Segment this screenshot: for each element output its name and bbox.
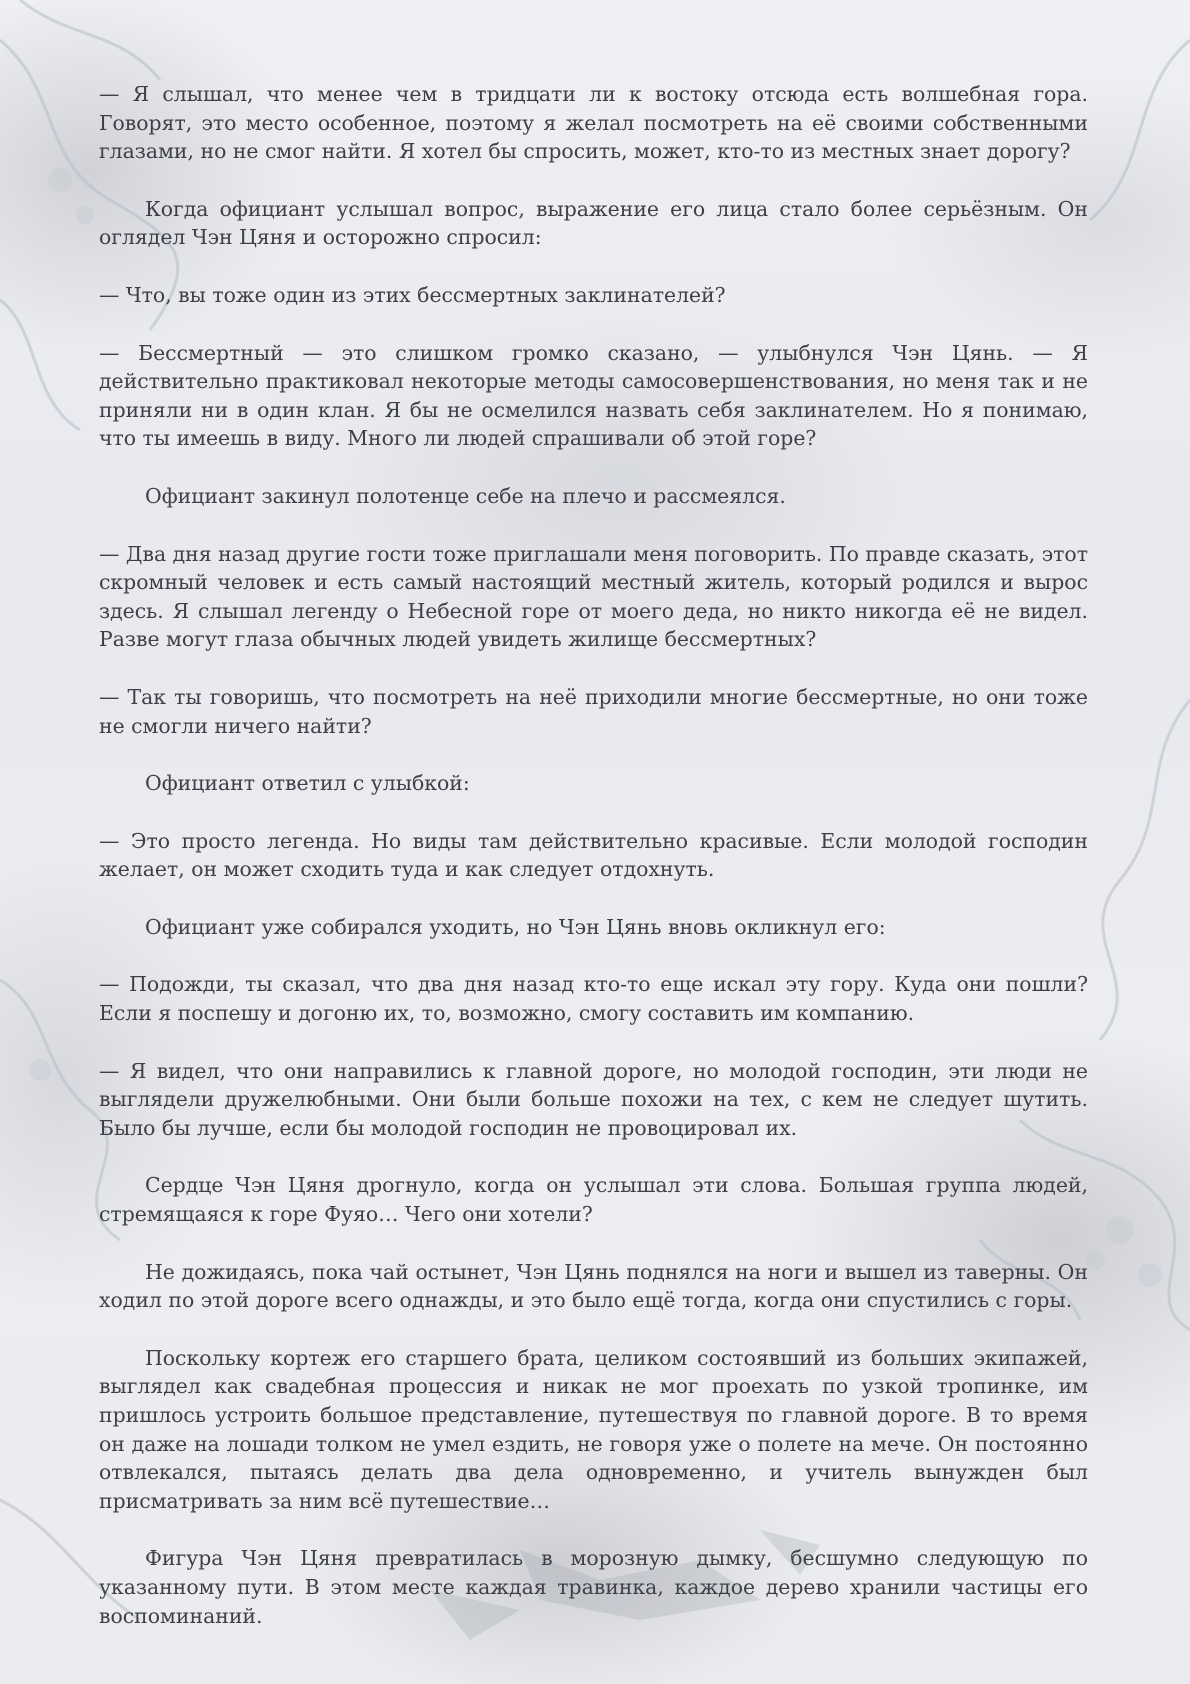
paragraph-narration: Когда официант услышал вопрос, выражение его лица стало более серьёзным. Он оглядел Чэн Цяня и осторожно спросил: [99, 196, 1088, 250]
paragraph-dialogue: — Я слышал, что менее чем в тридцати ли к востоку отсюда есть волшебная гора. Говорят, это место особенное, поэтому я желал посмотреть на её своими собственными глазами, но не смог найти. Я хотел бы спросить, может, кто-то из местных знает дорогу? [99, 82, 1088, 164]
paragraph-narration: Официант уже собирался уходить, но Чэн Цянь вновь окликнул его: [145, 914, 886, 939]
paragraph-dialogue: — Два дня назад другие гости тоже приглашали меня поговорить. По правде сказать, этот скромный человек и есть самый настоящий местный житель, который родился и вырос здесь. Я слышал легенду о Небесной горе от моего деда, но никто никогда её не видел. Разве могут глаза обычных людей увидеть жилище бессмертных? [99, 541, 1088, 652]
paragraph-narration: Не дожидаясь, пока чай остынет, Чэн Цянь поднялся на ноги и вышел из таверны. Он ходил по этой дороге всего однажды, и это было ещё тогда, когда они спустились с горы. [99, 1259, 1088, 1313]
paragraph-dialogue: — Я видел, что они направились к главной дороге, но молодой господин, эти люди не выглядели дружелюбными. Они были больше похожи на тех, с кем не следует шутить. Было бы лучше, если бы молодой господин не провоцировал их. [99, 1058, 1088, 1140]
paragraph-dialogue: — Что, вы тоже один из этих бессмертных заклинателей? [99, 282, 726, 307]
paragraph-dialogue: — Бессмертный — это слишком громко сказано, — улыбнулся Чэн Цянь. — Я действительно практиковал некоторые методы самосовершенствования, но меня так и не приняли ни в один клан. Я бы не осмелился назвать себя заклинателем. Но я понимаю, что ты имеешь в виду. Много ли людей спрашивали об этой горе? [99, 340, 1088, 451]
paragraph-narration: Фигура Чэн Цяня превратилась в морозную дымку, бесшумно следующую по указанному пути. В этом месте каждая травинка, каждое дерево хранили частицы его воспоминаний. [99, 1546, 1088, 1628]
paragraph-dialogue: — Так ты говоришь, что посмотреть на неё приходили многие бессмертные, но они тоже не смогли ничего найти? [99, 684, 1088, 738]
paragraph-narration: Официант закинул полотенце себе на плечо и рассмеялся. [145, 483, 786, 508]
paragraph-narration: Официант ответил с улыбкой: [145, 771, 470, 796]
paragraph-dialogue: — Подожди, ты сказал, что два дня назад кто-то еще искал эту гору. Куда они пошли? Если я поспешу и догоню их, то, возможно, смогу составить им компанию. [99, 972, 1088, 1026]
paragraph-narration: Сердце Чэн Цяня дрогнуло, когда он услышал эти слова. Большая группа людей, стремящаяся к горе Фуяо… Чего они хотели? [99, 1173, 1088, 1227]
paragraph-dialogue: — Это просто легенда. Но виды там действительно красивые. Если молодой господин желает, он может сходить туда и как следует отдохнуть. [99, 828, 1088, 882]
document-page [99, 80, 1088, 1659]
paragraph-narration: Поскольку кортеж его старшего брата, целиком состоявший из больших экипажей, выглядел как свадебная процессия и никак не мог проехать по узкой тропинке, им пришлось устроить большое представление, путешествуя по главной дороге. В то время он даже на лошади толком не умел ездить, не говоря уже о полете на мече. Он постоянно отвлекался, пытаясь делать два дела одновременно, и учитель вынужден был присматривать за ним всё путешествие… [99, 1345, 1088, 1513]
